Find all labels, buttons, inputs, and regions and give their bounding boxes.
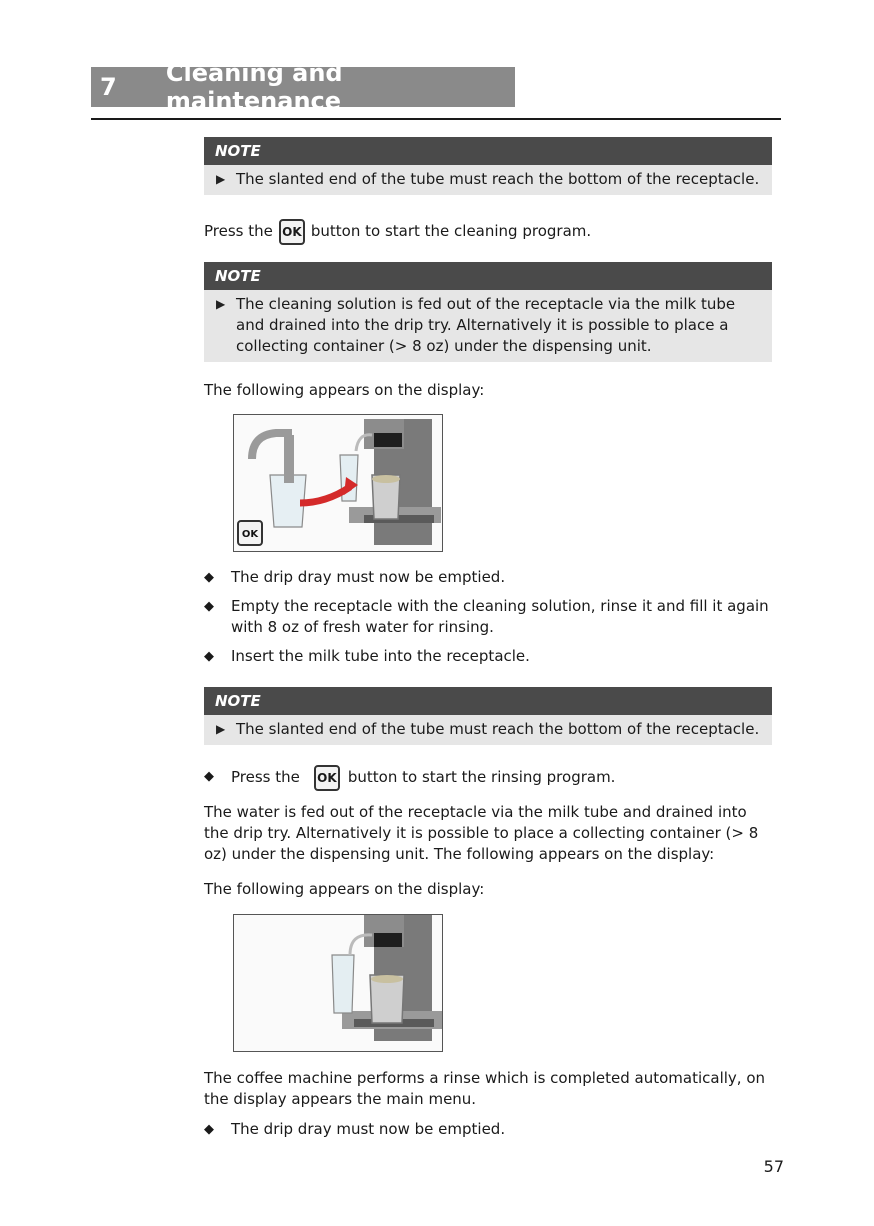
press-cleaning-line (204, 217, 772, 245)
list-item-text: The drip dray must now be emptied. (231, 1120, 506, 1138)
display-illustration-1 (233, 414, 443, 552)
final-paragraph: The coffee machine performs a rinse which is completed automatically, on the display appears the main menu. (204, 1069, 766, 1108)
diamond-bullet-icon: ◆ (204, 769, 214, 784)
press-text-after: button to start the cleaning program. (310, 222, 592, 240)
coffee-machine-illustration (234, 415, 442, 551)
press-text-after: button to start the rinsing program. (347, 768, 616, 786)
list-item (204, 567, 774, 588)
display-illustration-2 (233, 914, 443, 1052)
display-label-1: The following appears on the display: (204, 381, 485, 399)
page-number: 57 (763, 1157, 784, 1176)
diamond-bullet-icon: ◆ (204, 599, 214, 614)
note-heading: NOTE (204, 262, 772, 290)
list-item-text: Insert the milk tube into the receptacle. (231, 647, 530, 665)
arrow-right-icon: ▶ (216, 297, 226, 311)
diamond-bullet-icon: ◆ (204, 570, 214, 585)
note-box-1 (204, 137, 772, 195)
list-item-text: Empty the receptacle with the cleaning solution, rinse it and fill it again with 8 oz of fresh water for rinsing. (231, 597, 769, 636)
diamond-bullet-icon: ◆ (204, 649, 214, 664)
note-heading: NOTE (204, 137, 772, 165)
note-text: The cleaning solution is fed out of the receptacle via the milk tube and drained into the drip try. Alternatively it is possible to place a collecting container (> 8 oz) under the dispensing unit. (236, 295, 736, 355)
note-box-2 (204, 262, 772, 362)
list-item (204, 596, 774, 638)
note-box-3 (204, 687, 772, 745)
press-text: Press the (231, 768, 300, 786)
ok-button-icon: OK (314, 765, 340, 791)
chapter-title: Cleaning and maintenance (165, 59, 343, 115)
note-text: The slanted end of the tube must reach the bottom of the receptacle. (236, 170, 760, 188)
ok-button-icon: OK (279, 219, 305, 245)
press-text: Press the (204, 222, 273, 240)
note-text: The slanted end of the tube must reach the bottom of the receptacle. (236, 720, 760, 738)
coffee-machine-illustration (234, 915, 442, 1051)
diamond-bullet-icon: ◆ (204, 1122, 214, 1137)
list-item (204, 1119, 774, 1140)
display-label-2: The following appears on the display: (204, 880, 485, 898)
water-paragraph: The water is fed out of the receptacle via the milk tube and drained into the drip try. Alternatively it is possible to place a collecting container (> 8 oz) under the dispensing unit. The following appears on the display: (204, 803, 759, 863)
chapter-number: 7 (100, 73, 117, 101)
chapter-header (91, 59, 515, 115)
list-item-text: The drip dray must now be emptied. (231, 568, 506, 586)
note-heading: NOTE (204, 687, 772, 715)
arrow-right-icon: ▶ (216, 722, 226, 736)
header-rule (91, 118, 781, 120)
list-item (204, 646, 774, 667)
arrow-right-icon: ▶ (216, 172, 226, 186)
press-rinsing-line (204, 763, 774, 791)
ok-icon-label: OK (241, 529, 259, 540)
